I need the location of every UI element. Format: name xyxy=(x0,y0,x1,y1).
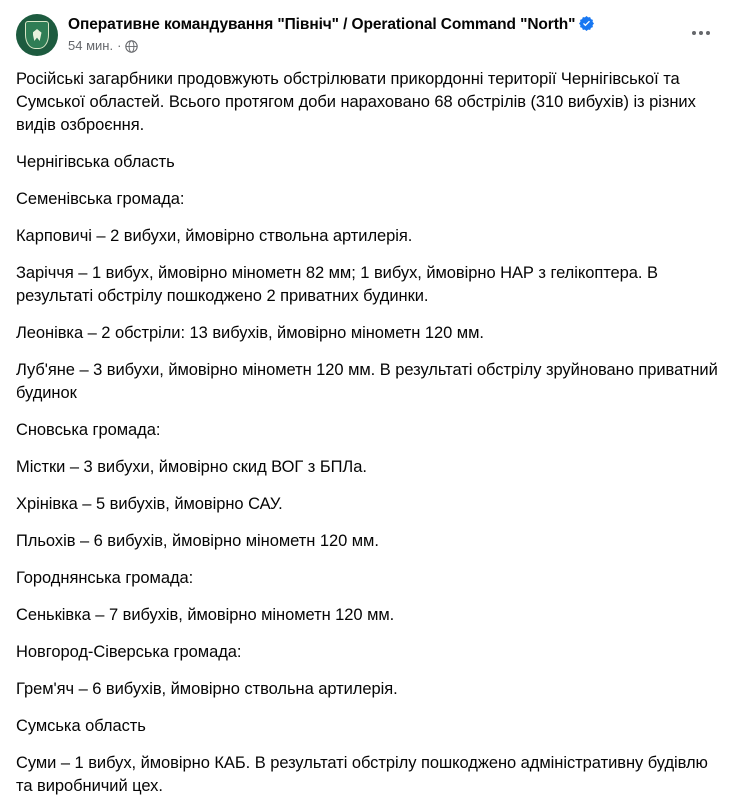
post-paragraph: Грем'яч – 6 вибухів, ймовірно ствольна артилерія. xyxy=(16,680,398,698)
post-paragraph: Семенівська громада: xyxy=(16,190,185,208)
page-name-label: Оперативне командування "Північ" / Operational Command "North" xyxy=(68,16,576,33)
post-paragraph: Сумська область xyxy=(16,717,146,735)
post-paragraph: Луб'яне – 3 вибухи, ймовірно мінометн 120 мм. В результаті обстрілу зруйновано приватний будинок xyxy=(16,361,718,402)
post-paragraph: Сновська громада: xyxy=(16,421,161,439)
post-meta xyxy=(68,38,672,54)
more-options-dot xyxy=(699,31,703,35)
post-paragraph: Новгород-Сіверська громада: xyxy=(16,643,242,661)
post-paragraph: Заріччя – 1 вибух, ймовірно мінометн 82 мм; 1 вибух, ймовірно НАР з гелікоптера. В результаті обстрілу пошкоджено 2 приватних будинки. xyxy=(16,264,658,305)
post-body xyxy=(16,66,718,798)
post-paragraph: Карповичі – 2 вибухи, ймовірно ствольна артилерія. xyxy=(16,227,413,245)
post-header-text xyxy=(68,14,718,54)
post-paragraph: Російські загарбники продовжують обстрілювати прикордонні території Чернігівської та Сумської областей. Всього протягом доби нараховано 68 обстрілів (310 вибухів) із різних видів озброєння. xyxy=(16,70,696,134)
post-paragraph: Суми – 1 вибух, ймовірно КАБ. В результаті обстрілу пошкоджено адміністративну будівлю та виробничий цех. xyxy=(16,754,708,795)
verified-badge-icon xyxy=(579,16,594,31)
avatar[interactable] xyxy=(16,14,58,56)
post-paragraph: Городнянська громада: xyxy=(16,569,194,587)
globe-icon xyxy=(125,40,138,53)
post-timestamp[interactable]: 54 мин. xyxy=(68,38,114,53)
post-paragraph: Сеньківка – 7 вибухів, ймовірно мінометн 120 мм. xyxy=(16,606,395,624)
post-paragraph: Хрінівка – 5 вибухів, ймовірно САУ. xyxy=(16,495,283,513)
post-header xyxy=(16,14,718,56)
page-name[interactable] xyxy=(68,14,672,35)
more-options-dot xyxy=(692,31,696,35)
shield-emblem-icon xyxy=(25,21,49,49)
more-options-dot xyxy=(706,31,710,35)
post-paragraph: Містки – 3 вибухи, ймовірно скид ВОГ з БПЛа. xyxy=(16,458,367,476)
more-options-button[interactable] xyxy=(684,16,718,50)
post-paragraph: Чернігівська область xyxy=(16,153,175,171)
post-paragraph: Пльохів – 6 вибухів, ймовірно мінометн 120 мм. xyxy=(16,532,379,550)
meta-separator: · xyxy=(117,38,122,53)
post-paragraph: Леонівка – 2 обстріли: 13 вибухів, ймовірно мінометн 120 мм. xyxy=(16,324,484,342)
